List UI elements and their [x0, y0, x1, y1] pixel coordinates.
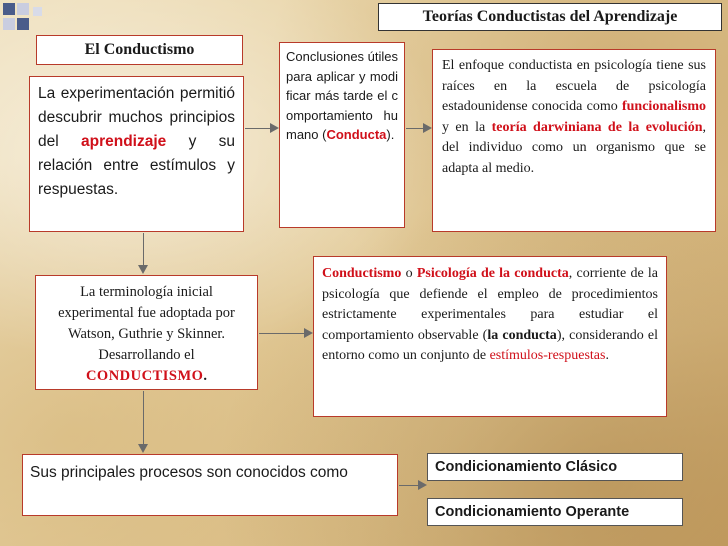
corner-squares-decoration	[0, 0, 60, 40]
definition-post: .	[605, 348, 609, 363]
approach-text-highlight-darwin: teoría darwiniana de la evolución	[491, 119, 703, 135]
arrow-experiment-to-conclusions	[245, 128, 271, 129]
arrow-terminology-to-definition	[259, 333, 305, 334]
arrow-head-conclusions-to-approach	[423, 123, 432, 133]
terminology-text-highlight: CONDUCTISMO	[85, 368, 204, 384]
approach-text-highlight-functionalism: funcionalismo	[621, 99, 706, 114]
slide-title	[378, 3, 722, 31]
definition-bold: la conducta	[487, 327, 557, 343]
definition-text1: , corriente de la psicología que defiende el empleo de procedimientos estrictamente experimentales para estudiar el comportamiento observable (	[322, 266, 659, 343]
section-label-text: El Conductismo	[84, 41, 195, 58]
classical-conditioning-button[interactable]	[427, 453, 683, 481]
definition-connector: o	[401, 266, 417, 281]
approach-text-mid: y en la	[442, 119, 492, 135]
section-label	[36, 35, 243, 65]
definition-highlight: estímulos-respuestas	[489, 348, 606, 363]
operant-conditioning-button[interactable]	[427, 498, 683, 526]
conclusions-text-pre: Conclusiones útiles para aplicar y modificar más tarde el comportamiento humano (	[286, 49, 399, 142]
arrow-head-experiment-to-conclusions	[270, 123, 279, 133]
conclusions-text	[286, 47, 398, 145]
arrow-experiment-to-terminology	[143, 233, 144, 266]
definition-term-psicologia: Psicología de la conducta	[416, 266, 569, 281]
processes-box	[22, 454, 398, 516]
terminology-text	[44, 282, 249, 387]
definition-box	[313, 256, 667, 417]
arrow-head-experiment-to-terminology	[138, 265, 148, 274]
experiment-box	[29, 76, 244, 232]
experiment-text-highlight: aprendizaje	[81, 133, 167, 150]
approach-box	[432, 49, 716, 232]
terminology-text-pre: La terminología inicial experimental fue adoptada por Watson, Guthrie y Skinner. Desarrollando el	[58, 284, 235, 363]
experiment-text	[38, 82, 235, 202]
approach-text-post: , del individuo como un organismo que se adapta al medio.	[442, 119, 706, 176]
conclusions-text-highlight: Conducta	[326, 127, 387, 142]
experiment-text-post: y su relación entre estímulos y respuestas.	[38, 133, 236, 198]
arrow-terminology-to-processes	[143, 391, 144, 445]
approach-text-pre: El enfoque conductista en psicología tiene sus raíces en la escuela de psicología estadounidense conocida como	[442, 58, 706, 114]
slide-title-text: Teorías Conductistas del Aprendizaje	[422, 8, 678, 25]
terminology-box	[35, 275, 258, 390]
conclusions-box	[279, 42, 405, 228]
conclusions-text-post: ).	[386, 127, 395, 142]
approach-text	[442, 56, 706, 179]
arrow-conclusions-to-approach	[406, 128, 424, 129]
arrow-head-processes-to-buttons	[418, 480, 427, 490]
definition-term-conductismo: Conductismo	[322, 266, 402, 281]
terminology-text-post: .	[203, 368, 208, 384]
arrow-processes-to-buttons	[399, 485, 419, 486]
definition-text	[322, 264, 658, 367]
arrow-head-terminology-to-processes	[138, 444, 148, 453]
arrow-head-terminology-to-definition	[304, 328, 313, 338]
classical-conditioning-label: Condicionamiento Clásico	[435, 459, 618, 475]
operant-conditioning-label: Condicionamiento Operante	[435, 504, 630, 520]
processes-text: Sus principales procesos son conocidos como	[30, 464, 348, 481]
experiment-text-pre: La experimentación permitió descubrir muchos principios del	[38, 85, 235, 150]
definition-text2: ), considerando el entorno como un conjunto de	[322, 327, 658, 363]
